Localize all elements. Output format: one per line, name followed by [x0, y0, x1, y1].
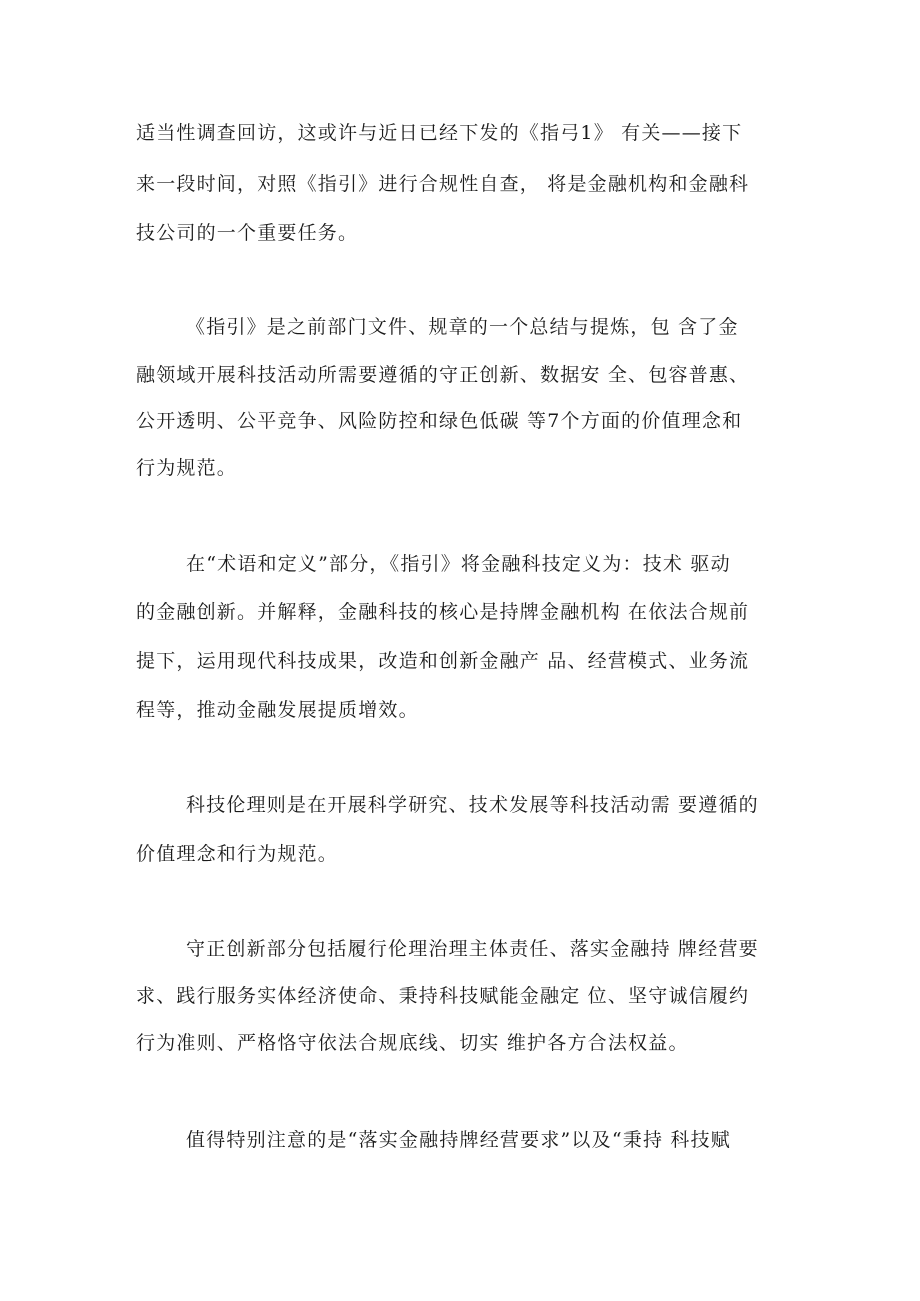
paragraph-line: 技公司的一个重要任务。	[136, 222, 359, 244]
paragraph-line: 程等，推动金融发展提质增效。	[136, 699, 419, 721]
paragraph-line: 融领域开展科技活动所需要遵循的守正创新、数据安 全、包容普惠、	[136, 364, 750, 386]
paragraph-line: 来一段时间，对照《指引》进行合规性自查， 将是金融机构和金融科	[136, 173, 750, 195]
paragraph-line: 的金融创新。并解释，金融科技的核心是持牌金融机构 在依法合规前	[136, 601, 750, 623]
paragraph-line: 公开透明、公平竞争、风险防控和绿色低碳 等7个方面的价值理念和	[136, 410, 743, 432]
paragraph-line: 提下，运用现代科技成果，改造和创新金融产 品、经营模式、业务流	[136, 650, 750, 672]
paragraph-line: 在“术语和定义”部分，《指引》将金融科技定义为：技术 驱动	[186, 553, 731, 575]
paragraph-line: 《指引》是之前部门文件、规章的一个总结与提炼，包 含了金	[186, 316, 739, 338]
paragraph-line: 行为准则、严格恪守依法合规底线、切实 维护各方合法权益。	[136, 1032, 689, 1054]
paragraph-line: 守正创新部分包括履行伦理治理主体责任、落实金融持 牌经营要	[186, 938, 759, 960]
paragraph-line: 求、践行服务实体经济使命、秉持科技赋能金融定 位、坚守诚信履约	[136, 985, 750, 1007]
paragraph-line: 适当性调查回访，这或许与近日已经下发的《指弓1》 有关——接下	[136, 122, 743, 144]
paragraph-line: 价值理念和行为规范。	[136, 843, 339, 865]
paragraph-line: 科技伦理则是在开展科学研究、技术发展等科技活动需 要遵循的	[186, 794, 759, 816]
paragraph-line: 行为规范。	[136, 457, 238, 479]
paragraph-line: 值得特别注意的是“落实金融持牌经营要求”以及“秉持 科技赋	[186, 1129, 731, 1151]
